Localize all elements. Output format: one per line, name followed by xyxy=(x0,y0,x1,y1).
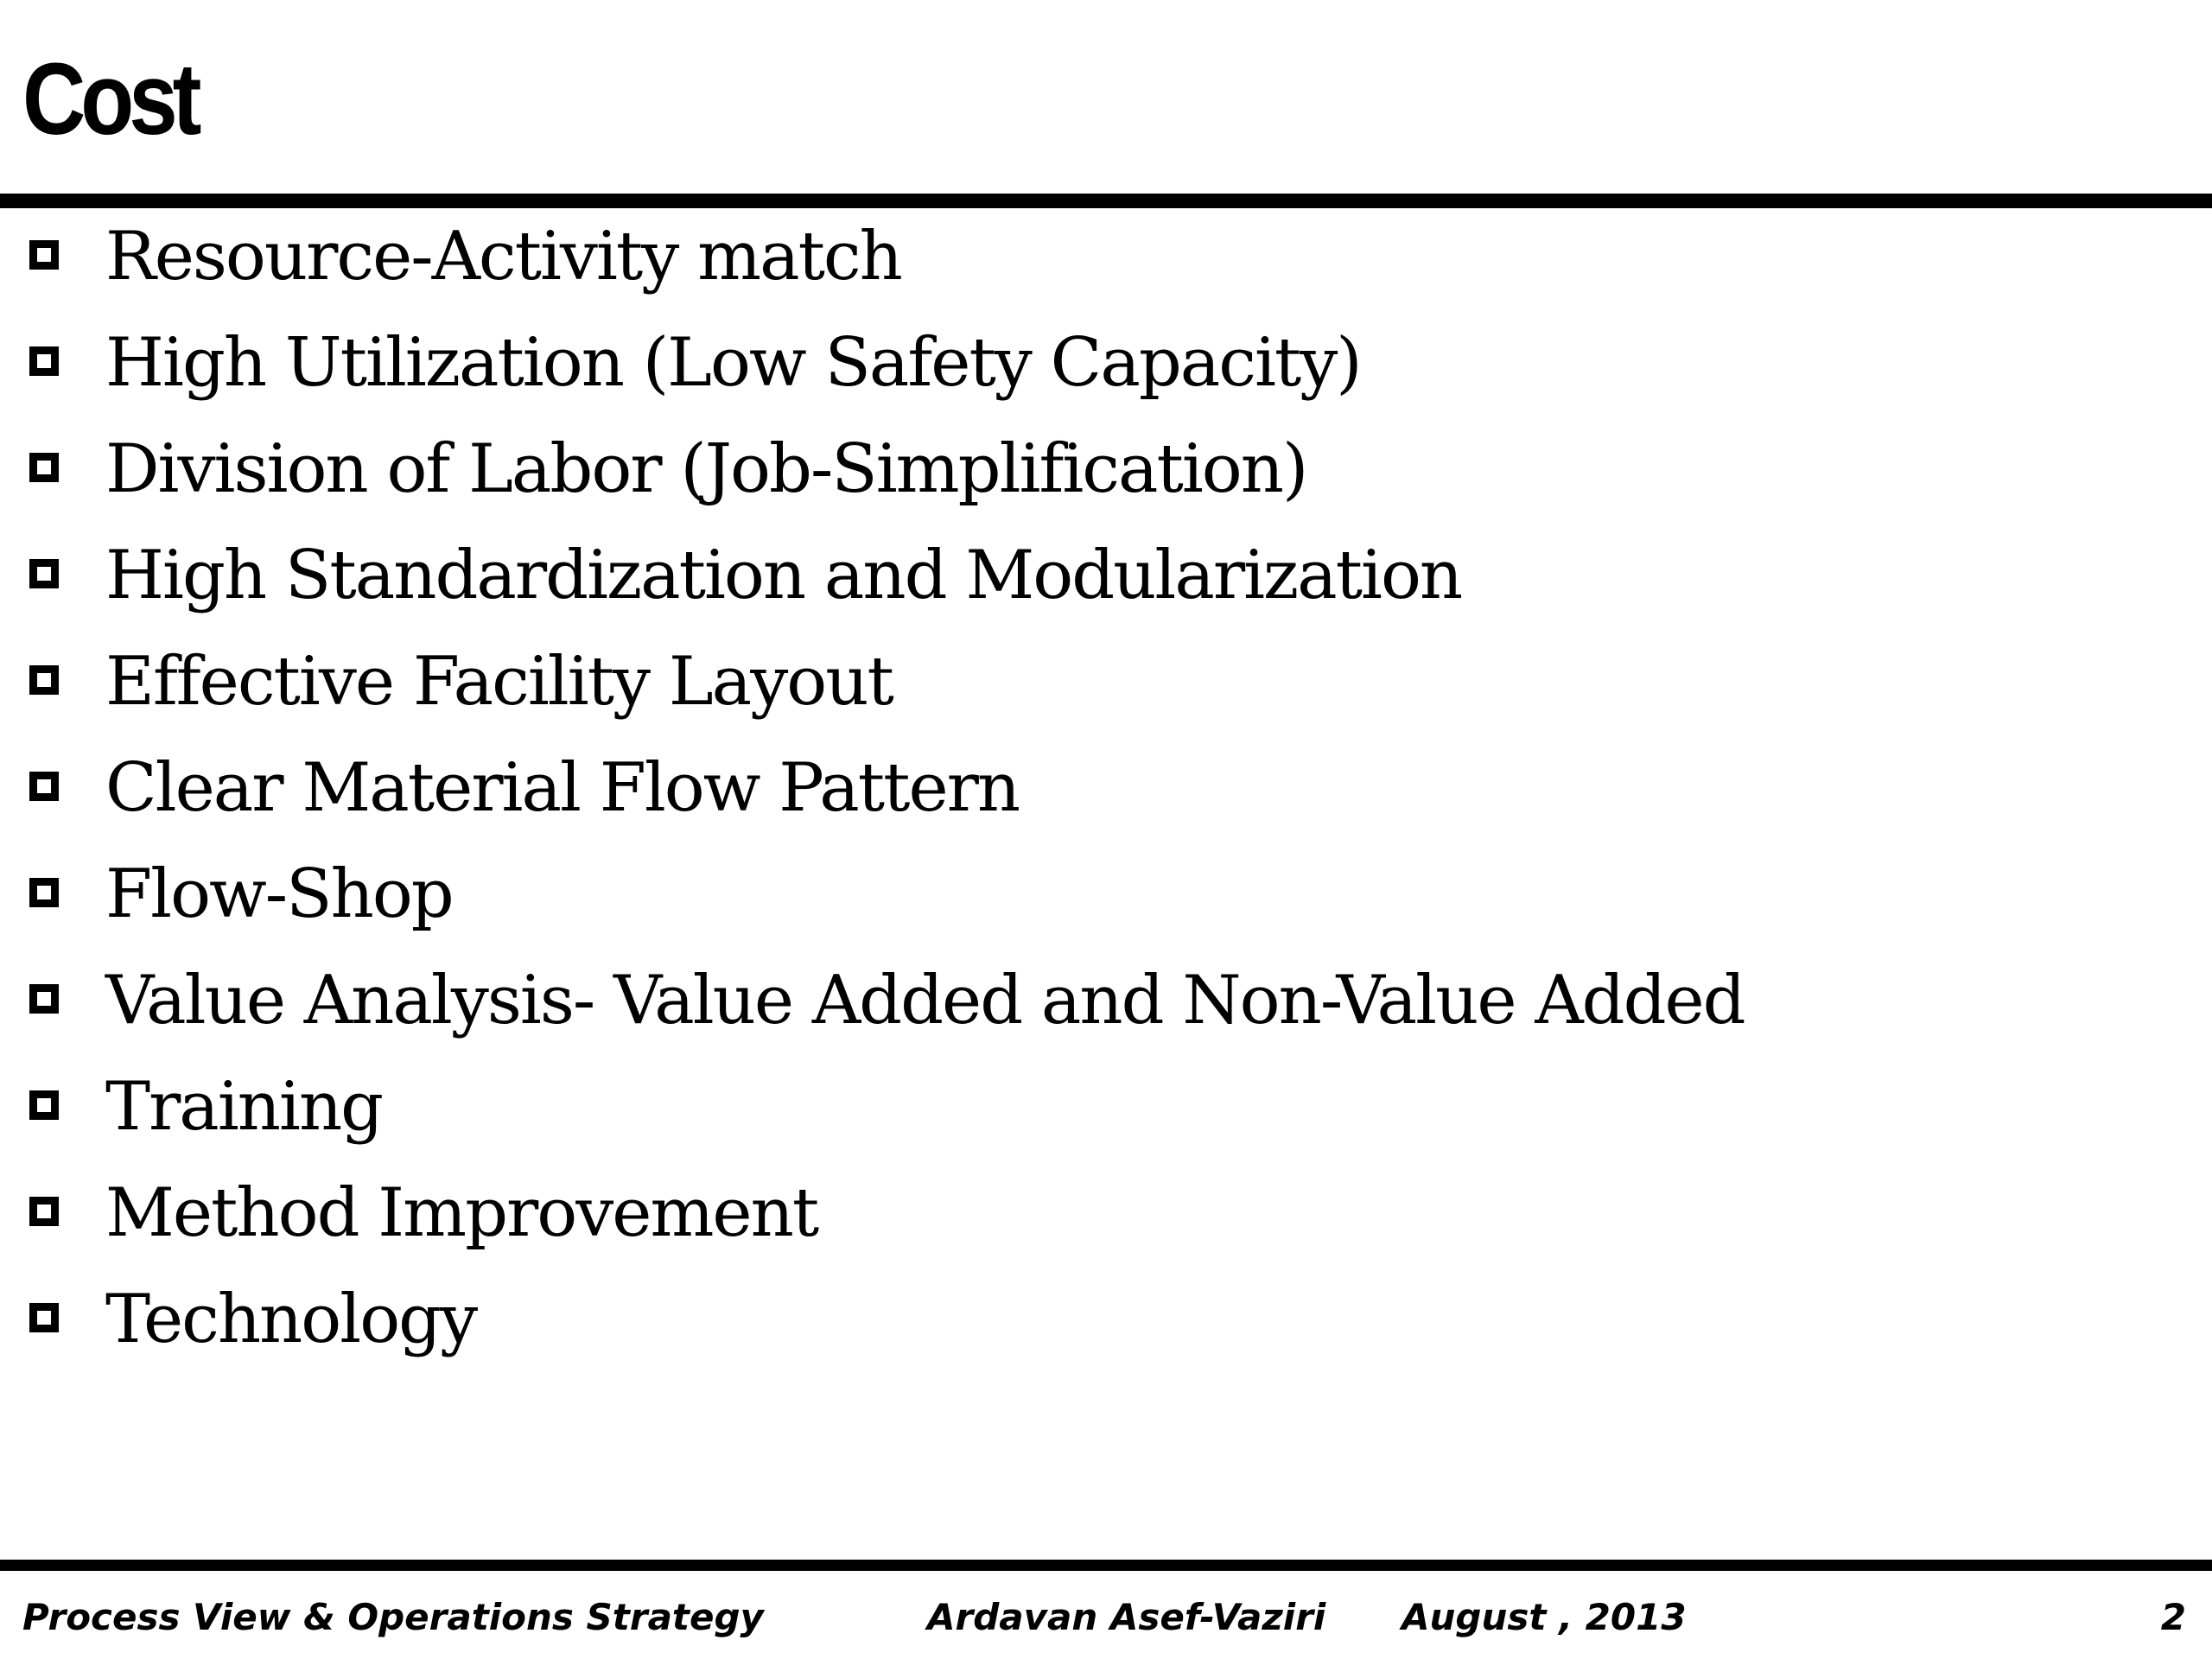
list-item xyxy=(0,1054,2212,1160)
list-item xyxy=(0,629,2212,735)
hollow-square-icon xyxy=(29,559,59,588)
hollow-square-icon xyxy=(29,453,59,482)
footer-course-title: Process View & Operations Strategy xyxy=(22,1596,764,1638)
hollow-square-icon xyxy=(29,240,59,270)
hollow-square-icon xyxy=(29,772,59,801)
bullet-text: Flow-Shop xyxy=(105,855,453,933)
bullet-text: Training xyxy=(105,1068,383,1146)
hollow-square-icon xyxy=(29,1090,59,1120)
list-item xyxy=(0,735,2212,842)
hollow-square-icon xyxy=(29,665,59,695)
hollow-square-icon xyxy=(29,1303,59,1332)
footer-date: August , 2013 xyxy=(1402,1596,1687,1638)
list-item xyxy=(0,1267,2212,1373)
bullet-text: Technology xyxy=(105,1281,477,1358)
list-item xyxy=(0,1160,2212,1267)
page-number: 2 xyxy=(2160,1596,2186,1638)
hollow-square-icon xyxy=(29,1197,59,1226)
hollow-square-icon xyxy=(29,346,59,376)
list-item xyxy=(0,948,2212,1054)
bullet-list xyxy=(0,204,2212,1373)
bullet-text: Clear Material Flow Pattern xyxy=(105,749,1020,827)
bullet-text: Division of Labor (Job-Simplification) xyxy=(105,430,1307,508)
footer-author: Ardavan Asef-Vaziri xyxy=(927,1596,1326,1638)
bullet-text: Method Improvement xyxy=(105,1174,818,1252)
bullet-text: High Standardization and Modularization xyxy=(105,537,1462,614)
footer-divider xyxy=(0,1560,2212,1571)
bullet-text: Effective Facility Layout xyxy=(105,643,893,721)
list-item xyxy=(0,310,2212,416)
hollow-square-icon xyxy=(29,878,59,907)
list-item xyxy=(0,416,2212,523)
bullet-text: Resource-Activity match xyxy=(105,218,901,296)
list-item xyxy=(0,204,2212,310)
hollow-square-icon xyxy=(29,984,59,1014)
slide-title: Cost xyxy=(22,42,197,156)
bullet-text: Value Analysis- Value Added and Non-Value Added xyxy=(105,962,1745,1039)
list-item xyxy=(0,842,2212,948)
list-item xyxy=(0,523,2212,629)
bullet-text: High Utilization (Low Safety Capacity) xyxy=(105,324,1361,402)
